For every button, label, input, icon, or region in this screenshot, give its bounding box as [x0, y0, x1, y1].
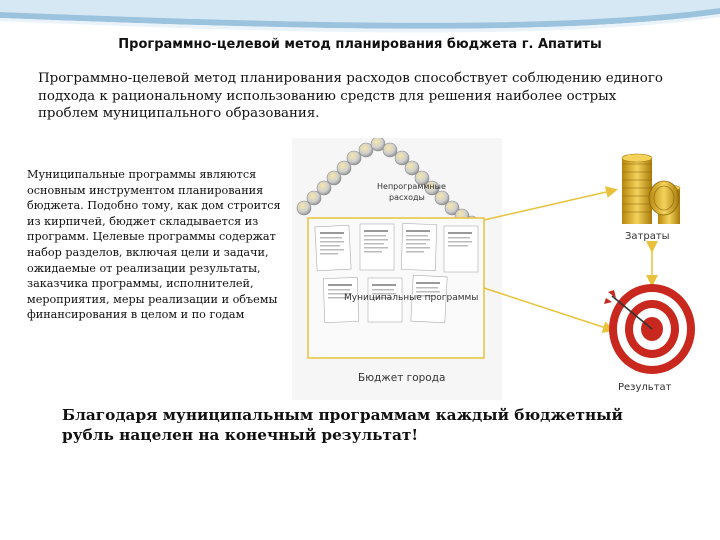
- gold-coins-icon: [622, 154, 680, 224]
- target-icon: [604, 284, 695, 374]
- costs-label: Затраты: [625, 231, 670, 242]
- intro-paragraph: Программно-целевой метод планирования расходов способствует соблюдению единого подхода к рациональному использованию средств для решения наиболее острых проблем муниципального образования.: [38, 71, 663, 121]
- conclusion-line-1: Благодаря муниципальным программам каждый бюджетный: [62, 406, 623, 424]
- program-document-3: [401, 223, 437, 270]
- program-document-1: [315, 225, 351, 271]
- result-label: Результат: [618, 382, 672, 393]
- arrow-to-result: [484, 288, 612, 330]
- budget-diagram: [290, 138, 720, 400]
- program-document-2: [360, 224, 394, 270]
- arrow-to-costs: [484, 190, 615, 220]
- municipal-programs-label: Муниципальные программы: [344, 293, 479, 303]
- non-program-expenses-label-2: расходы: [389, 193, 425, 202]
- non-program-expenses-label: Непрограммные: [377, 182, 446, 191]
- slide-title: Программно-целевой метод планирования бюджета г. Апатиты: [118, 37, 602, 52]
- conclusion-line-2: рубль нацелен на конечный результат!: [62, 426, 419, 444]
- conclusion: [62, 405, 672, 445]
- city-budget-label: Бюджет города: [358, 372, 446, 384]
- programs-description: Муниципальные программы являются основным инструментом планирования бюджета. Подобно тому, как дом строится из кирпичей, бюджет складывается из программ. Целевые программы содержат набор разделов, включая цели и задачи, ожидаемые от реализации результаты, заказчика программы, исполнителей, мероприятия, меры реализации и объемы финансирования в целом и по годам: [27, 168, 281, 322]
- program-document-4: [444, 226, 478, 272]
